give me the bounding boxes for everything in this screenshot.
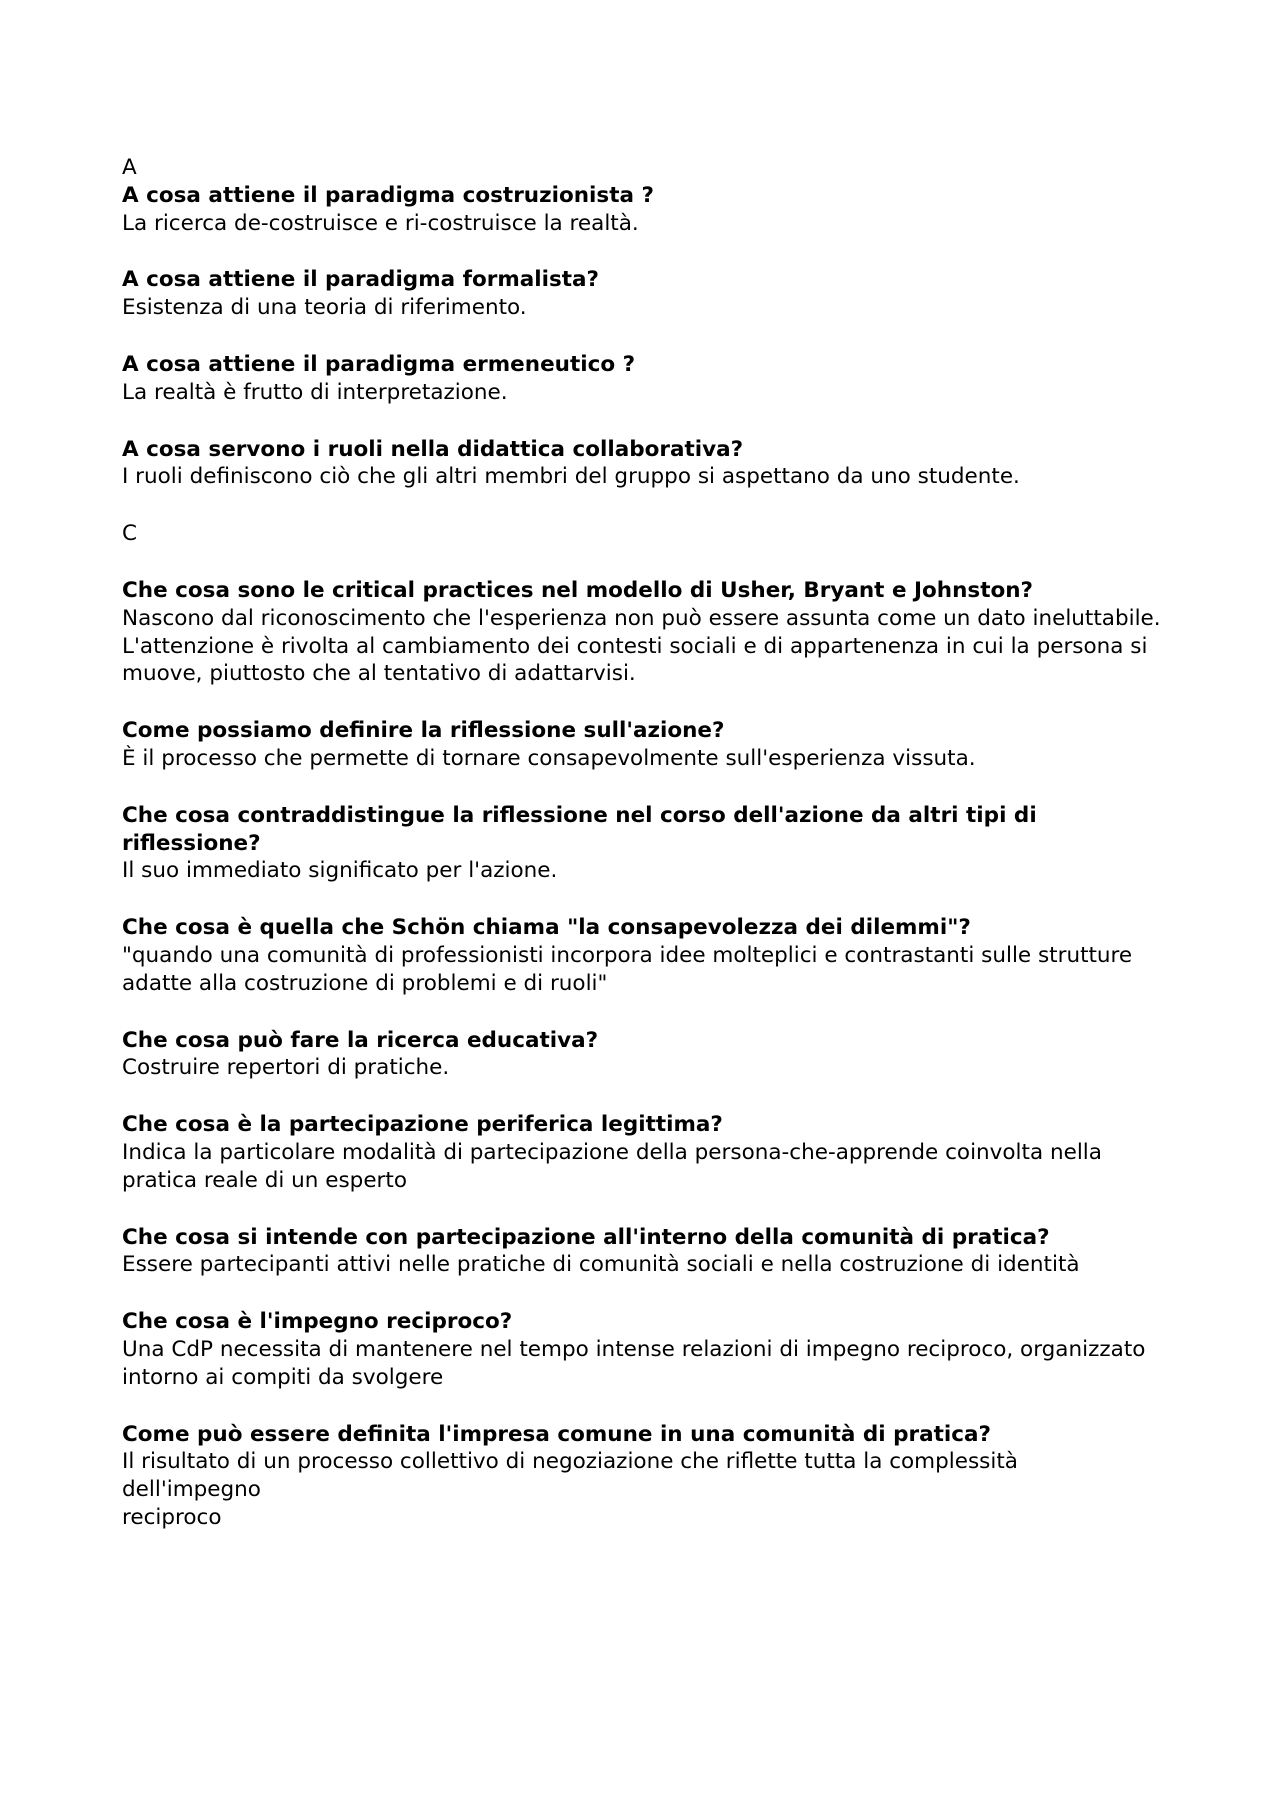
answer	[122, 942, 1162, 998]
answer	[122, 1448, 1162, 1531]
answer-line: intorno ai compiti da svolgere	[122, 1364, 444, 1390]
section-letter-a: A	[122, 155, 137, 180]
question: Che cosa sono le critical practices nel modello di Usher, Bryant e Johnston?	[122, 577, 1034, 603]
question: Che cosa può fare la ricerca educativa?	[122, 1027, 599, 1053]
qa-item	[122, 1027, 1162, 1083]
question: Come può essere definita l'impresa comune in una comunità di pratica?	[122, 1421, 991, 1447]
question: A cosa attiene il paradigma costruzionista ?	[122, 182, 654, 208]
answer-line: L'attenzione è rivolta al cambiamento dei contesti sociali e di appartenenza in cui la persona si	[122, 633, 1148, 659]
qa-item	[122, 1421, 1162, 1532]
document-page	[122, 154, 1162, 1561]
answer	[122, 1251, 1162, 1279]
qa-item	[122, 577, 1162, 688]
answer-line: Nascono dal riconoscimento che l'esperienza non può essere assunta come un dato ineluttabile.	[122, 605, 1161, 631]
question: Come possiamo definire la riflessione sull'azione?	[122, 718, 725, 744]
answer-line: reciproco	[122, 1504, 222, 1530]
answer-line: Il suo immediato significato per l'azione.	[122, 858, 558, 884]
question: Che cosa è la partecipazione periferica legittima?	[122, 1112, 723, 1138]
answer	[122, 294, 1162, 322]
answer-line: Il risultato di un processo collettivo di negoziazione che riflette tutta la complessità dell'impegno	[122, 1449, 1018, 1503]
qa-item	[122, 717, 1162, 773]
answer-line: Indica la particolare modalità di partecipazione della persona-che-apprende coinvolta nella	[122, 1139, 1102, 1165]
answer-line: adatte alla costruzione di problemi e di ruoli"	[122, 970, 608, 996]
qa-item	[122, 351, 1162, 407]
answer	[122, 1139, 1162, 1195]
answer-line: Una CdP necessita di mantenere nel tempo intense relazioni di impegno reciproco, organizzato	[122, 1336, 1146, 1362]
answer-line: È il processo che permette di tornare consapevolmente sull'esperienza vissuta.	[122, 745, 976, 771]
answer	[122, 1336, 1162, 1392]
answer	[122, 605, 1162, 688]
question: Che cosa è quella che Schön chiama "la consapevolezza dei dilemmi"?	[122, 915, 971, 941]
answer	[122, 745, 1162, 773]
answer-line: Costruire repertori di pratiche.	[122, 1055, 450, 1081]
qa-item	[122, 1224, 1162, 1280]
qa-item	[122, 1111, 1162, 1194]
question: A cosa attiene il paradigma formalista?	[122, 267, 600, 293]
answer-line: muove, piuttosto che al tentativo di adattarvisi.	[122, 661, 636, 687]
answer	[122, 210, 1162, 238]
qa-item	[122, 436, 1162, 492]
question: Che cosa si intende con partecipazione all'interno della comunità di pratica?	[122, 1224, 1050, 1250]
qa-item	[122, 1308, 1162, 1391]
question: Che cosa contraddistingue la riflessione nel corso dell'azione da altri tipi di riflessione?	[122, 802, 1037, 856]
answer-line: Esistenza di una teoria di riferimento.	[122, 295, 527, 321]
section-letter-c: C	[122, 521, 138, 547]
qa-item	[122, 802, 1162, 885]
answer	[122, 463, 1162, 491]
answer	[122, 857, 1162, 885]
qa-item	[122, 182, 1162, 238]
qa-item	[122, 266, 1162, 322]
question: A cosa servono i ruoli nella didattica collaborativa?	[122, 436, 744, 462]
answer-line: pratica reale di un esperto	[122, 1167, 407, 1193]
question: Che cosa è l'impegno reciproco?	[122, 1309, 513, 1335]
answer-line: Essere partecipanti attivi nelle pratiche di comunità sociali e nella costruzione di identità	[122, 1252, 1080, 1278]
answer	[122, 379, 1162, 407]
answer-line: "quando una comunità di professionisti incorpora idee molteplici e contrastanti sulle strutture	[122, 942, 1133, 968]
question: A cosa attiene il paradigma ermeneutico ?	[122, 351, 636, 377]
answer-line: I ruoli definiscono ciò che gli altri membri del gruppo si aspettano da uno studente.	[122, 464, 1020, 490]
answer-line: La realtà è frutto di interpretazione.	[122, 379, 508, 405]
qa-item	[122, 914, 1162, 997]
answer-line: La ricerca de-costruisce e ri-costruisce la realtà.	[122, 210, 639, 236]
answer	[122, 1054, 1162, 1082]
